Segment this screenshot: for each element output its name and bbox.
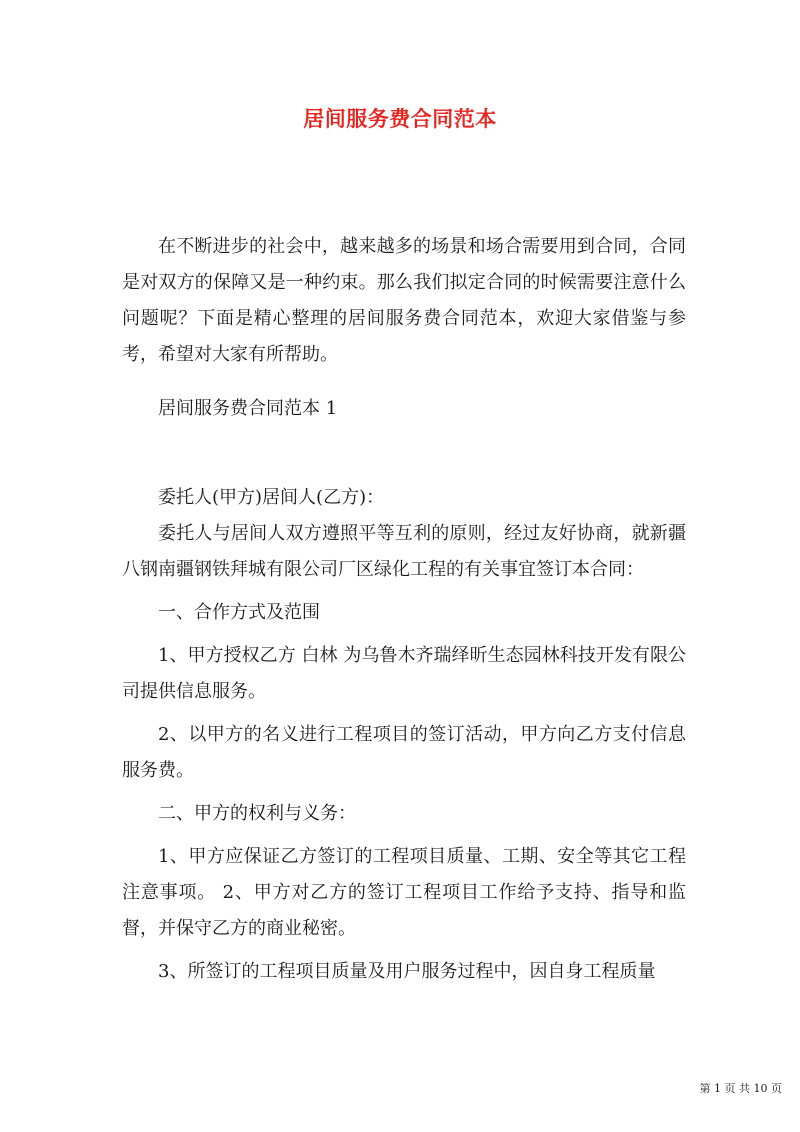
paragraph: 1、甲方应保证乙方签订的工程项目质量、工期、安全等其它工程注意事项。 2、甲方对乙方的签订工程项目工作给予支持、指导和监督，并保守乙方的商业秘密。 bbox=[122, 846, 686, 939]
paragraph-parties bbox=[122, 480, 686, 990]
paragraph-intro bbox=[122, 229, 686, 373]
page-number-footer: 第 1 页 共 10 页 bbox=[699, 1082, 782, 1095]
paragraph: 3、所签订的工程项目质量及用户服务过程中，因自身工程质量 bbox=[158, 961, 656, 982]
paragraph: 2、以甲方的名义进行工程项目的签订活动，甲方向乙方支付信息服务费。 bbox=[122, 724, 686, 781]
section-heading: 一、合作方式及范围 bbox=[158, 602, 320, 623]
document-title: 居间服务费合同范本 bbox=[303, 106, 497, 131]
section-heading: 二、甲方的权利与义务： bbox=[158, 803, 356, 824]
paragraph: 委托人(甲方)居间人(乙方)： bbox=[158, 487, 385, 508]
paragraph: 1、甲方授权乙方 白林 为乌鲁木齐瑞绎昕生态园林科技开发有限公司提供信息服务。 bbox=[122, 645, 686, 702]
section-heading: 居间服务费合同范本 1 bbox=[158, 398, 338, 419]
paragraph-subtitle bbox=[122, 391, 686, 427]
paragraph: 委托人与居间人双方遵照平等互利的原则，经过友好协商，就新疆八钢南疆钢铁拜城有限公司厂区绿化工程的有关事宜签订本合同： bbox=[122, 523, 686, 580]
paragraph: 在不断进步的社会中，越来越多的场景和场合需要用到合同，合同是对双方的保障又是一种约束。那么我们拟定合同的时候需要注意什么问题呢？下面是精心整理的居间服务费合同范本，欢迎大家借鉴与参考，希望对大家有所帮助。 bbox=[122, 236, 686, 365]
